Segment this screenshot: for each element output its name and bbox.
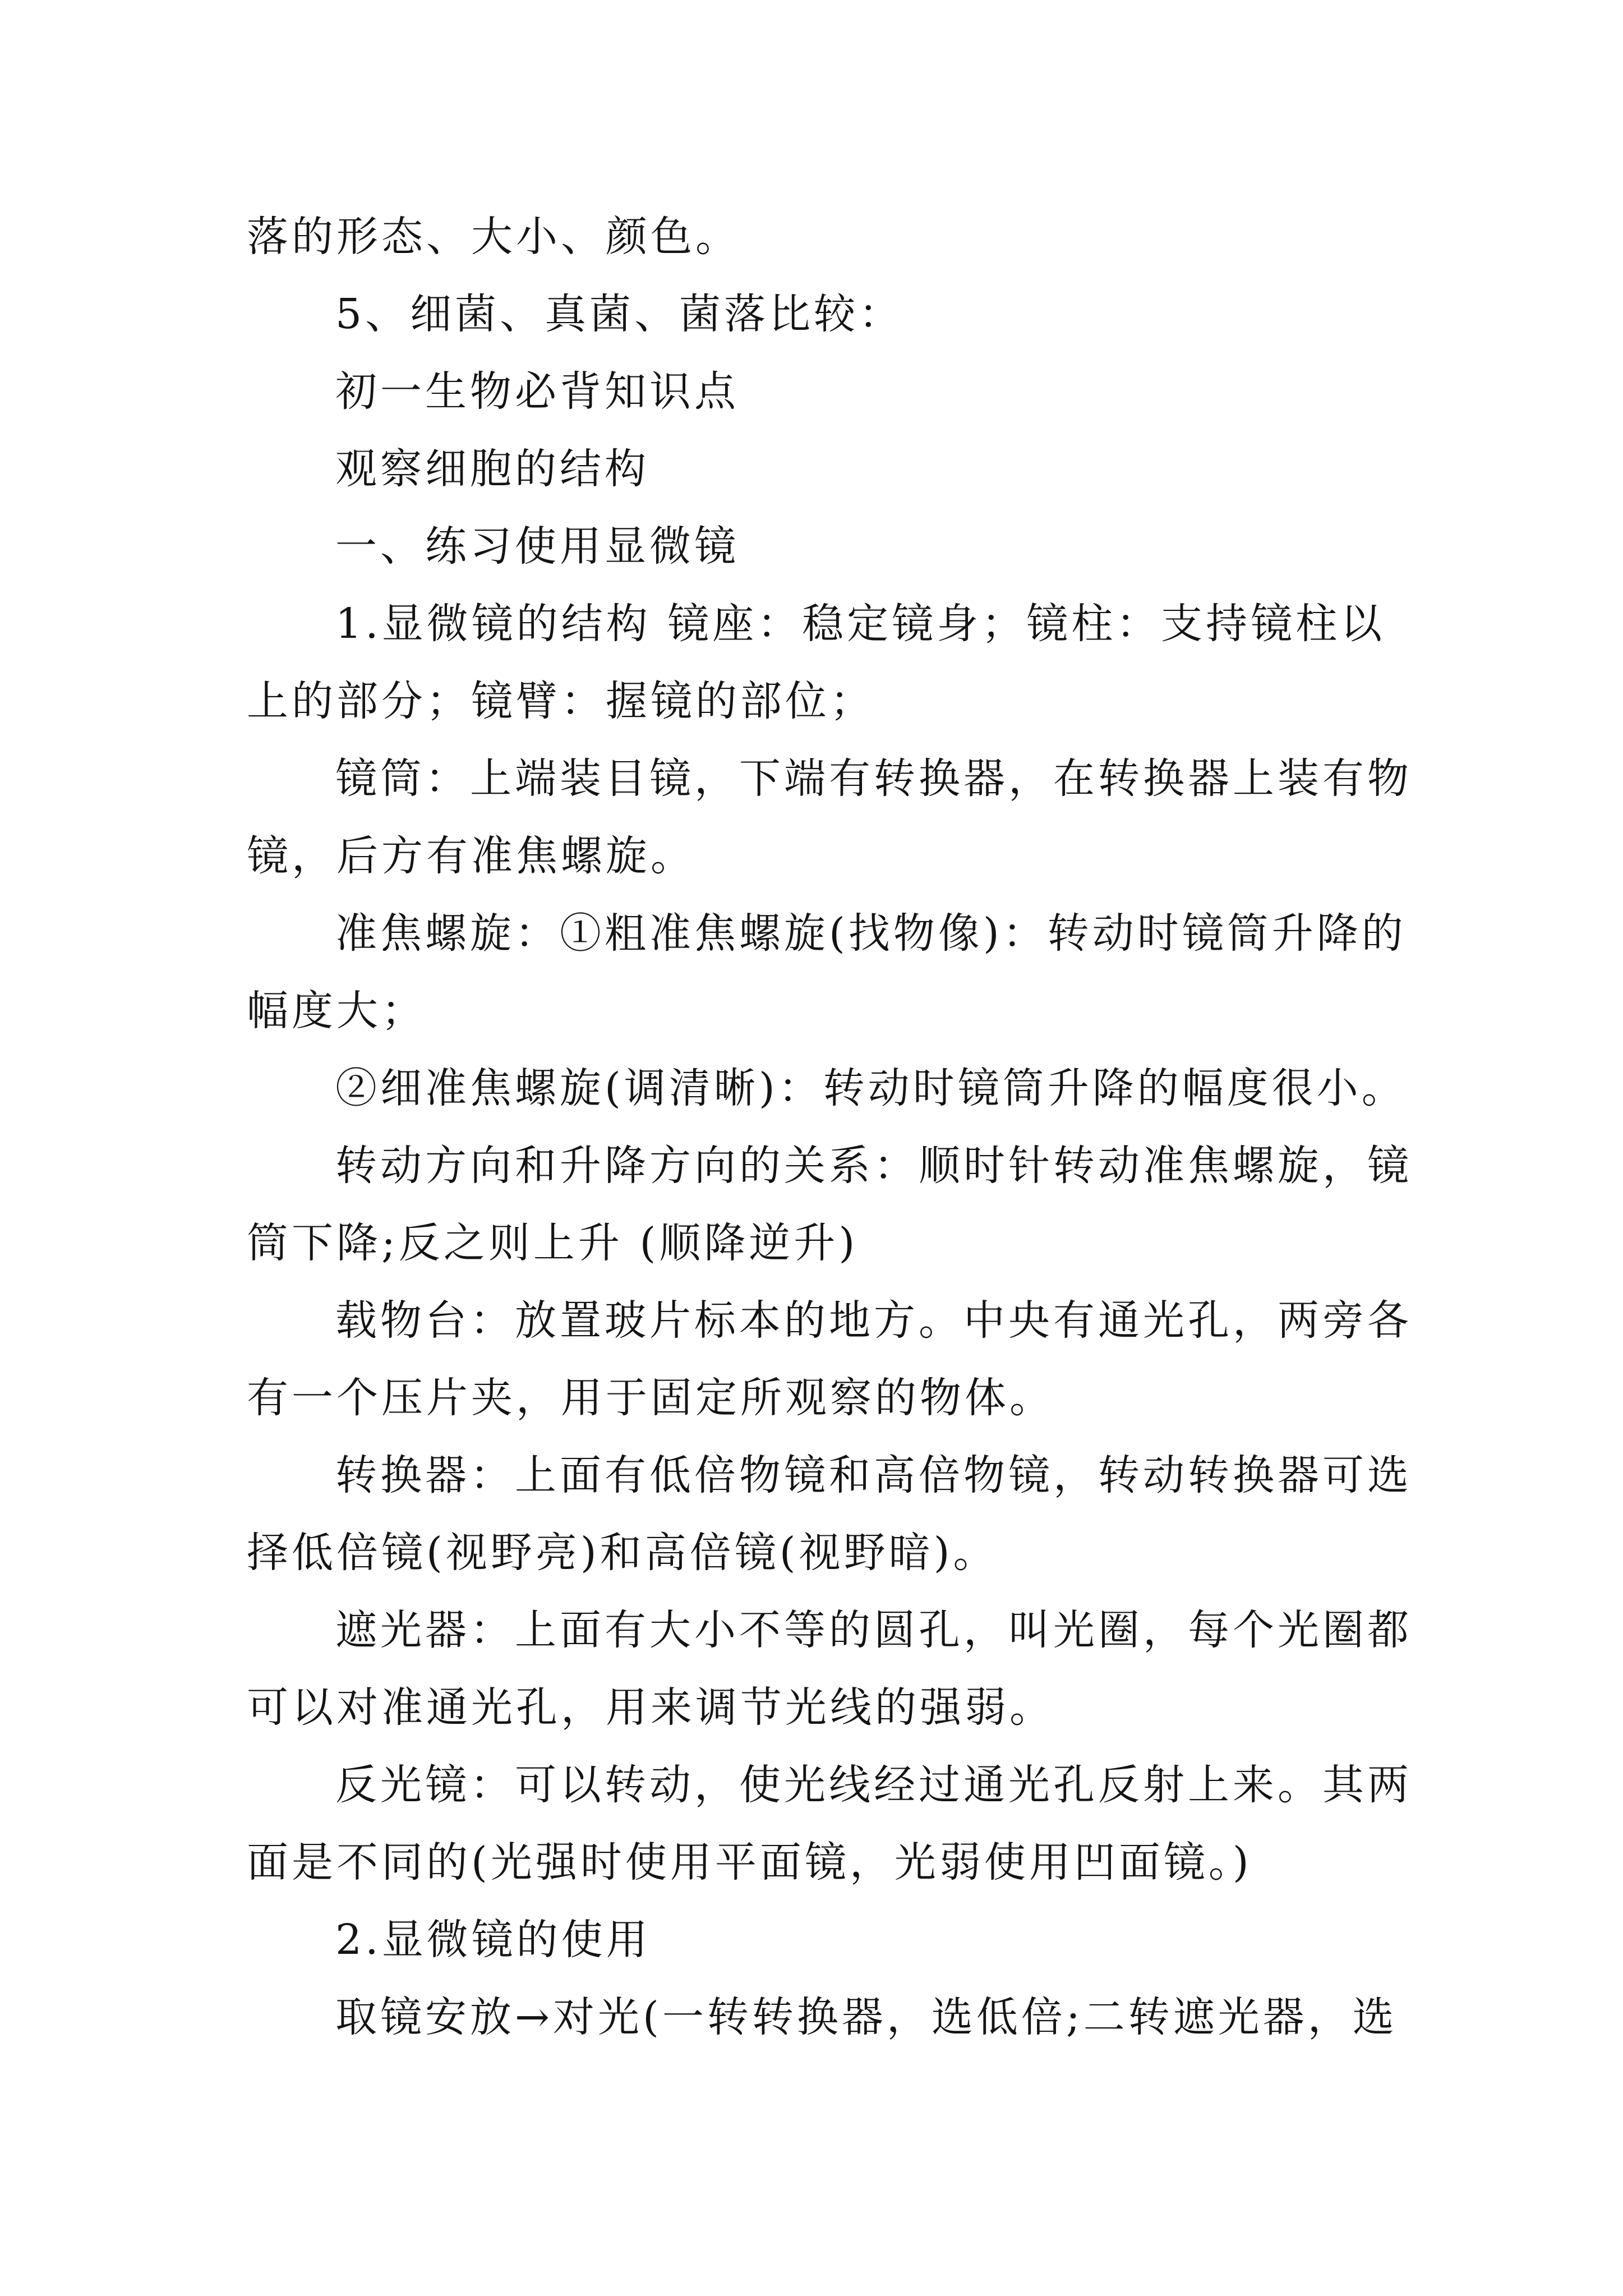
text-line-9: 镜，后方有准焦螺旋。 bbox=[247, 832, 695, 880]
text-line-8: 镜筒：上端装目镜，下端有转换器，在转换器上装有物 bbox=[335, 754, 1412, 803]
text-line-10: 准焦螺旋：①粗准焦螺旋(找物像)：转动时镜筒升降的 bbox=[335, 909, 1407, 958]
text-line-7: 上的部分；镜臂：握镜的部位； bbox=[247, 677, 875, 725]
text-line-6: 1.显微镜的结构 镜座：稳定镜身；镜柱：支持镜柱以 bbox=[335, 600, 1386, 648]
text-line-21: 反光镜：可以转动，使光线经过通光孔反射上来。其两 bbox=[335, 1761, 1412, 1809]
text-line-16: 有一个压片夹，用于固定所观察的物体。 bbox=[247, 1374, 1054, 1422]
text-line-14: 筒下降;反之则上升 (顺降逆升) bbox=[247, 1219, 859, 1267]
text-line-3: 初一生物必背知识点 bbox=[335, 367, 739, 416]
text-line-15: 载物台：放置玻片标本的地方。中央有通光孔，两旁各 bbox=[335, 1296, 1412, 1345]
text-line-19: 遮光器：上面有大小不等的圆孔，叫光圈，每个光圈都 bbox=[335, 1606, 1412, 1654]
text-line-20: 可以对准通光孔，用来调节光线的强弱。 bbox=[247, 1683, 1054, 1732]
text-line-23: 2.显微镜的使用 bbox=[335, 1916, 651, 1964]
text-line-22: 面是不同的(光强时使用平面镜，光弱使用凹面镜。) bbox=[247, 1838, 1252, 1887]
text-line-4: 观察细胞的结构 bbox=[335, 445, 649, 493]
text-line-1: 落的形态、大小、颜色。 bbox=[247, 213, 740, 261]
text-line-18: 择低倍镜(视野亮)和高倍镜(视野暗)。 bbox=[247, 1529, 998, 1577]
text-line-24: 取镜安放→对光(一转转换器，选低倍;二转遮光器，选 bbox=[335, 1993, 1398, 2041]
text-line-11: 幅度大； bbox=[247, 987, 426, 1035]
text-line-2: 5、细菌、真菌、菌落比较： bbox=[335, 290, 904, 338]
text-line-17: 转换器：上面有低倍物镜和高倍物镜，转动转换器可选 bbox=[335, 1451, 1412, 1499]
text-line-5: 一、练习使用显微镜 bbox=[335, 522, 739, 570]
text-line-13: 转动方向和升降方向的关系：顺时针转动准焦螺旋，镜 bbox=[335, 1142, 1412, 1190]
text-line-12: ②细准焦螺旋(调清晰)：转动时镜筒升降的幅度很小。 bbox=[335, 1064, 1407, 1112]
